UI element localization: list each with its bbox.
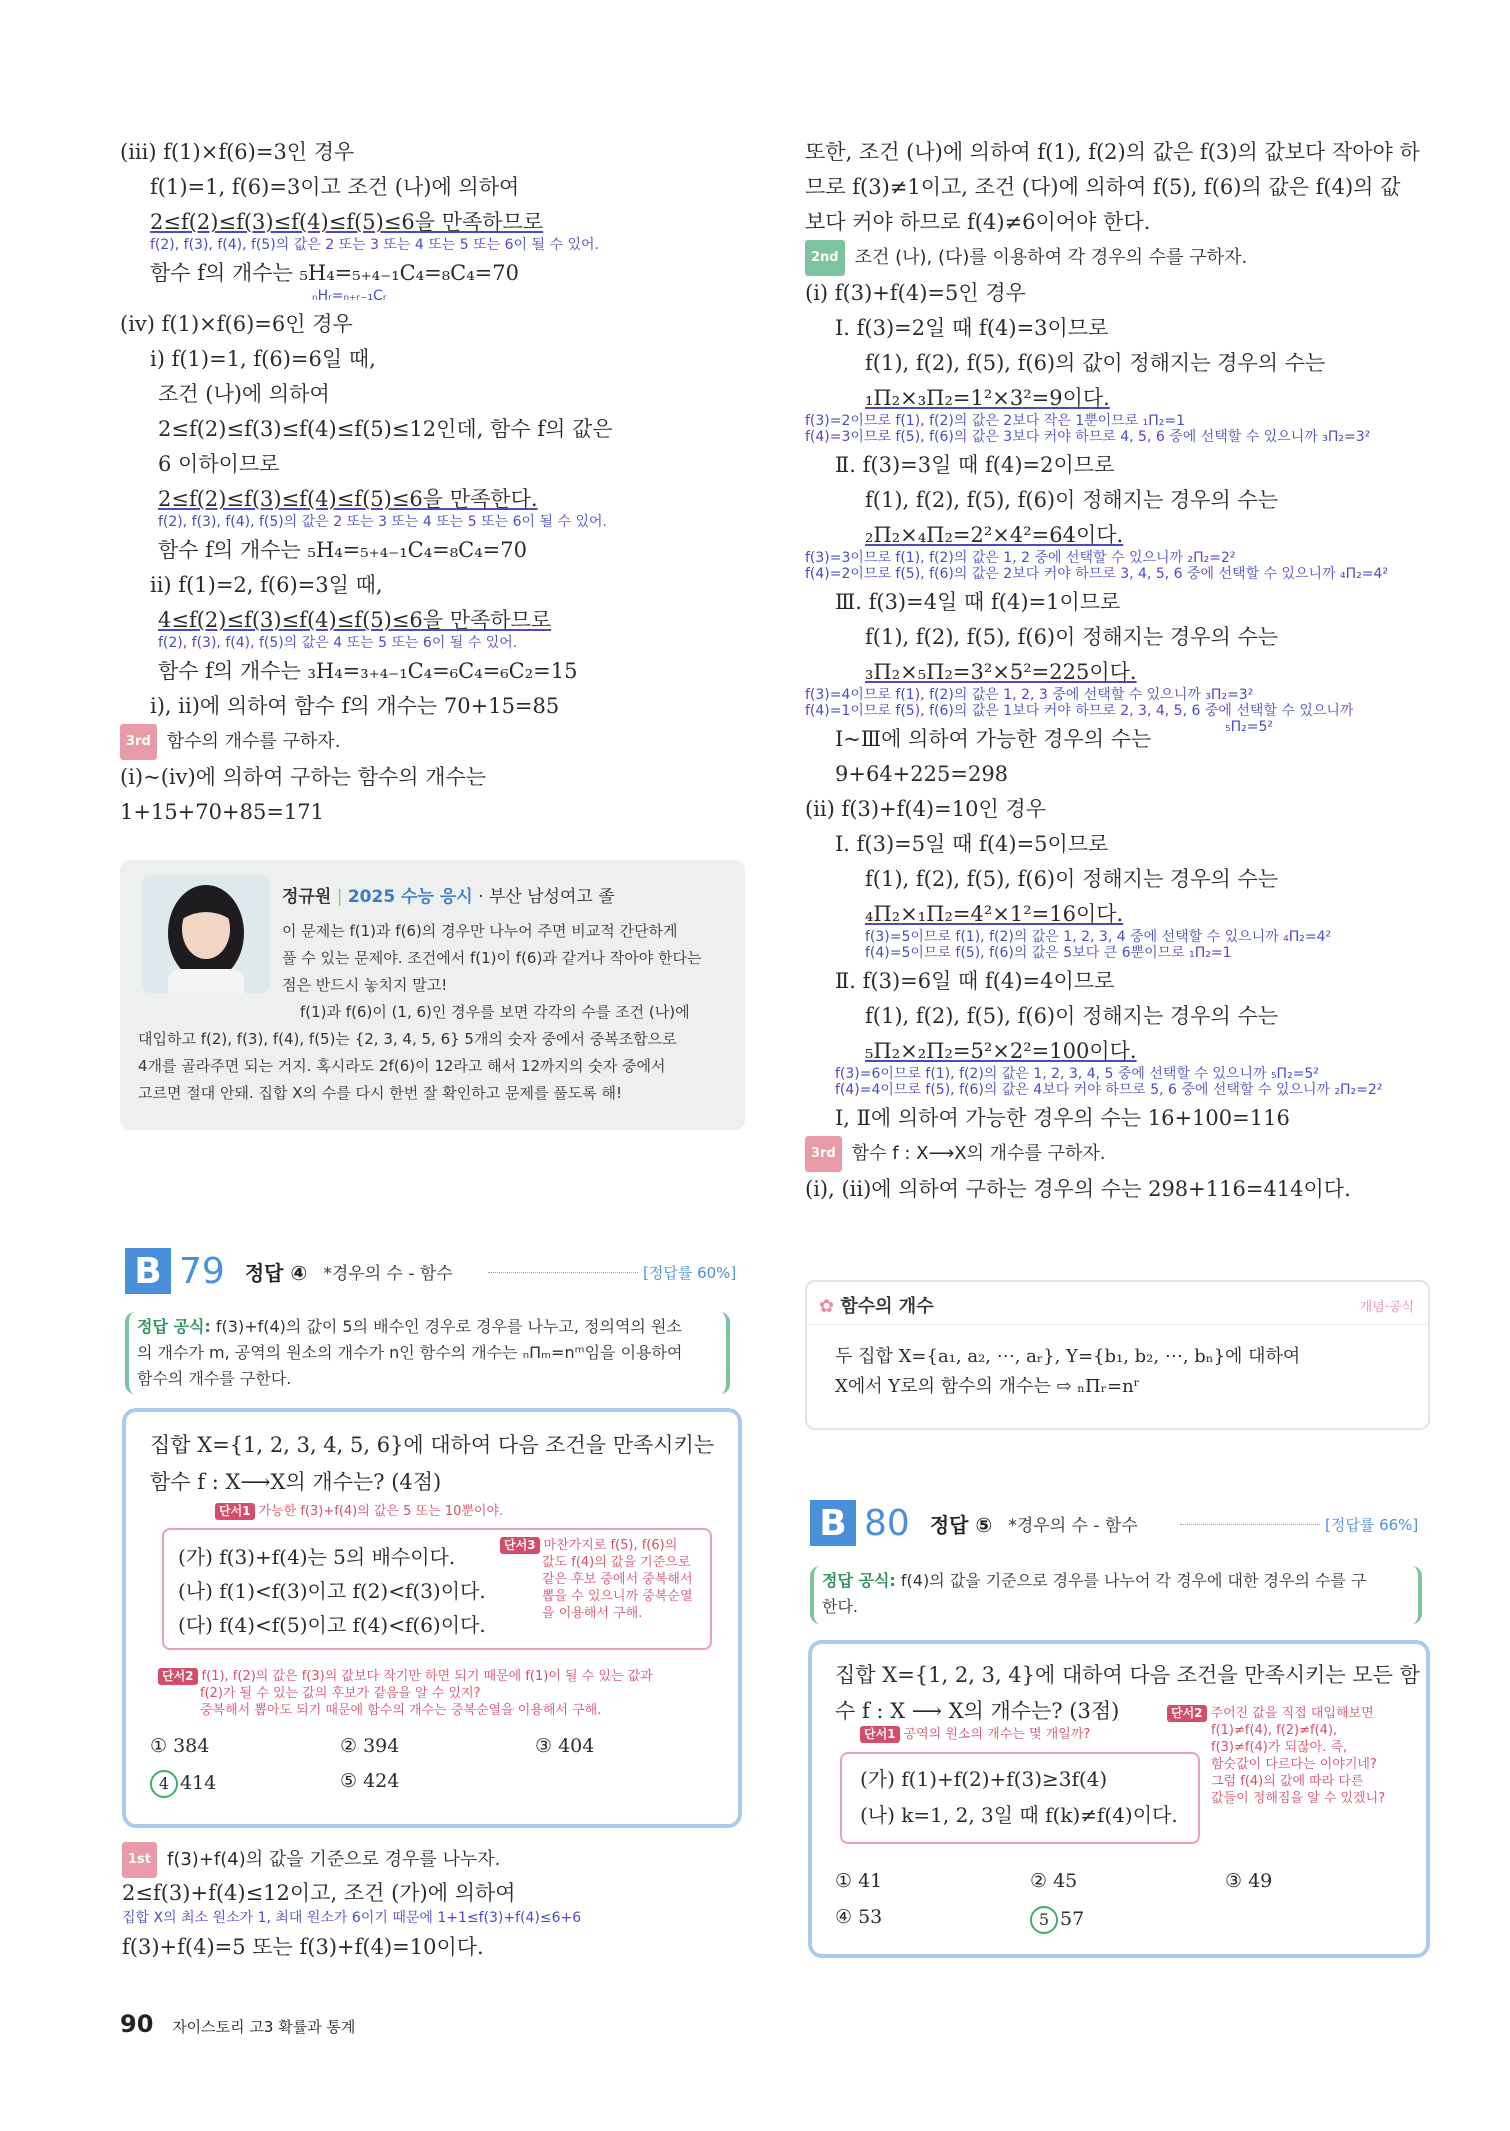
- p80-formula-box: [810, 1566, 1422, 1624]
- p80-header: [810, 1500, 1138, 1546]
- case4-line-f: 함수 f의 개수는 ₅H₄=₅₊₄₋₁C₄=₈C₄=70: [158, 538, 527, 562]
- ci-2a: Ⅱ. f(3)=3일 때 f(4)=2이므로: [835, 453, 1115, 477]
- p79-hint3-label: 단서3: [500, 1537, 540, 1554]
- p80-hint1-text: 공역의 원소의 개수는 몇 개일까?: [903, 1727, 1091, 1742]
- p79-formula-line2: 의 개수가 m, 공역의 원소의 개수가 n인 함수의 개수는 ₙΠₘ=nᵐ임을 이용하여: [137, 1343, 683, 1362]
- p79-step1-text: f(3)+f(4)의 값을 기준으로 경우를 나누자.: [167, 1849, 501, 1870]
- p80-topic: *경우의 수 - 함수: [1008, 1515, 1138, 1536]
- p79-hint2: [158, 1668, 653, 1719]
- p79-choice-4-value: 414: [180, 1772, 217, 1794]
- case4-line-e: 2≤f(2)≤f(3)≤f(4)≤f(5)≤6을 만족한다.: [158, 487, 538, 511]
- concept-body: [835, 1342, 1300, 1402]
- p79-question-line1: 집합 X={1, 2, 3, 4, 5, 6}에 대하여 다음 조건을 만족시키는: [150, 1433, 715, 1457]
- ci-3c: ₃Π₂×₅Π₂=3²×5²=225이다.: [865, 660, 1137, 684]
- r-line3: 보다 커야 하므로 f(4)≠6이어야 한다.: [805, 210, 1151, 234]
- p80-number: 80: [864, 1502, 910, 1544]
- p79-hint3-line3: 같은 후보 중에서 중복해서: [542, 1572, 693, 1587]
- p80-choice-1[interactable]: ① 41: [835, 1870, 883, 1892]
- ci-1n1: f(3)=2이므로 f(1), f(2)의 값은 2보다 작은 1뿐이므로 ₁Π₂=1: [805, 413, 1186, 429]
- p80-hint2-label: 단서2: [1167, 1705, 1207, 1722]
- p79-hint1: [215, 1503, 503, 1520]
- p79-formula-line3: 함수의 개수를 구한다.: [137, 1369, 292, 1388]
- p79-formula-label: 정답 공식:: [137, 1317, 211, 1336]
- review-line-6: 4개를 골라주면 되는 거지. 혹시라도 2f(6)이 12라고 해서 12까지의 숫자 중에서: [138, 1057, 666, 1075]
- case4-line-h: 4≤f(2)≤f(3)≤f(4)≤f(5)≤6을 만족하므로: [158, 608, 552, 632]
- p79-condition-da: (다) f(4)<f(5)이고 f(4)<f(6)이다.: [178, 1613, 486, 1637]
- p79-step1-badge: 1st: [122, 1842, 157, 1878]
- p79-hint3-line2: 값도 f(4)의 값을 기준으로: [542, 1555, 691, 1570]
- r-step3-heading: [805, 1136, 1430, 1172]
- cii-2c: ₅Π₂×₂Π₂=5²×2²=100이다.: [865, 1039, 1137, 1063]
- p79-hint2-line3: 중복해서 뽑아도 되기 때문에 함수의 개수는 중복순열을 이용해서 구해.: [200, 1703, 602, 1718]
- p80-letter: B: [810, 1500, 856, 1546]
- r-final: (i), (ii)에 의하여 구하는 경우의 수는 298+116=414이다.: [805, 1177, 1351, 1201]
- p79-choice-5[interactable]: ⑤ 424: [340, 1770, 400, 1792]
- p79-choice-1[interactable]: ① 384: [150, 1735, 210, 1757]
- p80-choice-2[interactable]: ② 45: [1030, 1870, 1078, 1892]
- p79-hint3-line1: 마찬가지로 f(5), f(6)의: [543, 1538, 678, 1553]
- cii-2a: Ⅱ. f(3)=6일 때 f(4)=4이므로: [835, 969, 1115, 993]
- ci-sum-b: 9+64+225=298: [835, 762, 1009, 786]
- p79-hint1-label: 단서1: [215, 1503, 255, 1520]
- concept-box: [805, 1280, 1430, 1430]
- cii-1n2: f(4)=5이므로 f(5), f(6)의 값은 5보다 큰 6뿐이므로 ₁Π₂=1: [865, 945, 1232, 961]
- p80-answer: 정답 ⑤: [929, 1512, 993, 1537]
- left-column: [120, 135, 740, 830]
- ci-1c: ₁Π₂×₃Π₂=1²×3²=9이다.: [865, 386, 1110, 410]
- ci-2n2: f(4)=2이므로 f(5), f(6)의 값은 2보다 커야 하므로 3, 4, 5, 6 중에 선택할 수 있으니까 ₄Π₂=4²: [805, 566, 1389, 582]
- case4-title: (iv) f(1)×f(6)=6인 경우: [120, 312, 353, 336]
- p79-hint2-line1: f(1), f(2)의 값은 f(3)의 값보다 작기만 하면 되기 때문에 f(1)이 될 수 있는 값과: [201, 1669, 653, 1684]
- conclusion-line1: (i)~(iv)에 의하여 구하는 함수의 개수는: [120, 765, 487, 789]
- p80-choice-5[interactable]: [1030, 1906, 1084, 1934]
- p80-hint2-line5: 그럼 f(4)의 값에 따라 다른: [1211, 1774, 1364, 1789]
- p79-formula-line1: f(3)+f(4)의 값이 5의 배수인 경우로 경우를 나누고, 정의역의 원소: [215, 1317, 682, 1336]
- flower-icon: ✿: [819, 1296, 835, 1317]
- ci-3b: f(1), f(2), f(5), f(6)이 정해지는 경우의 수는: [865, 625, 1279, 649]
- ci-1b: f(1), f(2), f(5), f(6)의 값이 정해지는 경우의 수는: [865, 351, 1326, 375]
- r-step3-badge: 3rd: [805, 1136, 842, 1172]
- step3-heading: [120, 724, 740, 760]
- case3-line3: 함수 f의 개수는 ₅H₄=₅₊₄₋₁C₄=₈C₄=70: [150, 261, 519, 285]
- concept-tag: 개념·공식: [1359, 1300, 1414, 1315]
- r-step2-text: 조건 (나), (다)를 이용하여 각 경우의 수를 구하자.: [854, 247, 1248, 268]
- case4-note2: f(2), f(3), f(4), f(5)의 값은 4 또는 5 또는 6이 될 수 있어.: [158, 635, 518, 651]
- student-review-box: [120, 860, 745, 1130]
- p79-step1: [122, 1842, 500, 1878]
- p79-hint1-text: 가능한 f(3)+f(4)의 값은 5 또는 10뿐이야.: [258, 1504, 504, 1519]
- avatar: [142, 875, 270, 993]
- conclusion-line2: 1+15+70+85=171: [120, 800, 324, 824]
- concept-line2: X에서 Y로의 함수의 개수는 ⇨ ₙΠᵣ=nʳ: [835, 1376, 1140, 1397]
- p80-hint2-line4: 함숫값이 다르다는 이야기네?: [1211, 1757, 1377, 1772]
- r-line2: 므로 f(3)≠1이고, 조건 (다)에 의하여 f(5), f(6)의 값은 f(4)의 값: [805, 175, 1401, 199]
- case3-note: f(2), f(3), f(4), f(5)의 값은 2 또는 3 또는 4 또는 5 또는 6이 될 수 있어.: [150, 237, 599, 253]
- p80-formula-label: 정답 공식:: [822, 1571, 896, 1590]
- r-line1: 또한, 조건 (나)에 의하여 f(1), f(2)의 값은 f(3)의 값보다 작아야 하: [805, 140, 1420, 164]
- p80-divider: [1180, 1524, 1320, 1525]
- p79-question-line2: 함수 f : X⟶X의 개수는? (4점): [150, 1470, 442, 1494]
- p79-hint2-line2: f(2)가 될 수 있는 값의 후보가 같음을 알 수 있지?: [200, 1686, 481, 1701]
- p80-hint2-line6: 값들이 정해짐을 알 수 있겠니?: [1211, 1791, 1386, 1806]
- ci-3a: Ⅲ. f(3)=4일 때 f(4)=1이므로: [835, 590, 1121, 614]
- concept-title-row: [819, 1292, 934, 1318]
- p79-hint2-label: 단서2: [158, 1668, 198, 1685]
- review-line-3: 점은 반드시 놓치지 말고!: [282, 976, 448, 994]
- p80-choice-3[interactable]: ③ 49: [1225, 1870, 1273, 1892]
- p79-choice-4[interactable]: [150, 1770, 216, 1798]
- p80-hint1-label: 단서1: [860, 1726, 900, 1743]
- p79-hint3-line4: 뽑을 수 있으니까 중복순열: [542, 1589, 693, 1604]
- cii-1n1: f(3)=5이므로 f(1), f(2)의 값은 1, 2, 3, 4 중에 선택할 수 있으니까 ₄Π₂=4²: [865, 929, 1332, 945]
- r-step2-heading: [805, 240, 1430, 276]
- book-title: 자이스토리 고3 확률과 통계: [172, 2018, 356, 2036]
- cii-sum: Ⅰ, Ⅱ에 의하여 가능한 경우의 수는 16+100=116: [835, 1106, 1290, 1130]
- case3-title: (iii) f(1)×f(6)=3인 경우: [120, 140, 355, 164]
- r-step3-text: 함수 f : X⟶X의 개수를 구하자.: [851, 1143, 1106, 1164]
- cii-1b: f(1), f(2), f(5), f(6)이 정해지는 경우의 수는: [865, 867, 1279, 891]
- p79-hint3: [500, 1537, 693, 1622]
- p79-rate: [정답률 60%]: [643, 1264, 737, 1282]
- reviewer-tag: 2025 수능 응시: [347, 887, 473, 907]
- case3-note2: ₙHᵣ=ₙ₊ᵣ₋₁Cᵣ: [312, 288, 387, 304]
- p80-hint2-line1: 주어진 값을 직접 대입해보면: [1210, 1706, 1374, 1721]
- ci-sum-note: ₅Π₂=5²: [1225, 719, 1274, 735]
- concept-line1: 두 집합 X={a₁, a₂, ⋯, aᵣ}, Y={b₁, b₂, ⋯, bₙ}에 대하여: [835, 1346, 1301, 1367]
- page-footer: [120, 2010, 355, 2038]
- p79-topic: *경우의 수 - 함수: [323, 1263, 453, 1284]
- p79-number: 79: [179, 1250, 225, 1292]
- case4-line-g: ii) f(1)=2, f(6)=3일 때,: [150, 573, 383, 597]
- ci-2c: ₂Π₂×₄Π₂=2²×4²=64이다.: [865, 523, 1124, 547]
- case4-line-j: i), ii)에 의하여 함수 f의 개수는 70+15=85: [150, 694, 560, 718]
- p79-hint3-line5: 을 이용해서 구해.: [542, 1606, 643, 1621]
- p80-choice-4[interactable]: ④ 53: [835, 1906, 883, 1928]
- ci-3n1: f(3)=4이므로 f(1), f(2)의 값은 1, 2, 3 중에 선택할 수 있으니까 ₃Π₂=3²: [805, 687, 1254, 703]
- p79-choice-3[interactable]: ③ 404: [535, 1735, 595, 1757]
- case4-note1: f(2), f(3), f(4), f(5)의 값은 2 또는 3 또는 4 또는 5 또는 6이 될 수 있어.: [158, 514, 607, 530]
- case4-line-i: 함수 f의 개수는 ₃H₄=₃₊₄₋₁C₄=₆C₄=₆C₂=15: [158, 659, 578, 683]
- cii-2n2: f(4)=4이므로 f(5), f(6)의 값은 4보다 커야 하므로 5, 6 중에 선택할 수 있으니까 ₂Π₂=2²: [835, 1082, 1383, 1098]
- p80-rate: [정답률 66%]: [1325, 1516, 1419, 1534]
- right-column: [805, 135, 1430, 1207]
- p80-question-line1: 집합 X={1, 2, 3, 4}에 대하여 다음 조건을 만족시키는 모든 함: [835, 1663, 1420, 1687]
- cii-1c: ₄Π₂×₁Π₂=4²×1²=16이다.: [865, 902, 1124, 926]
- review-line-5: 대입하고 f(2), f(3), f(4), f(5)는 {2, 3, 4, 5, 6} 5개의 숫자 중에서 중복조합으로: [138, 1030, 677, 1048]
- p80-hint2-line2: f(1)≠f(4), f(2)≠f(4),: [1211, 1723, 1338, 1738]
- case4-line-d: 6 이하이므로: [158, 452, 280, 476]
- r-step2-badge: 2nd: [805, 240, 845, 276]
- review-line-7: 고르면 절대 안돼. 집합 X의 수를 다시 한번 잘 확인하고 문제를 풀도록 해!: [138, 1084, 622, 1102]
- review-line-2: 풀 수 있는 문제야. 조건에서 f(1)이 f(6)과 같거나 작아야 한다는: [282, 949, 702, 967]
- cii-title: (ii) f(3)+f(4)=10인 경우: [805, 797, 1046, 821]
- case4-line-a: i) f(1)=1, f(6)=6일 때,: [150, 347, 376, 371]
- review-line-4: f(1)과 f(6)이 (1, 6)인 경우를 보면 각각의 수를 조건 (나)에: [300, 1003, 690, 1021]
- ci-2n1: f(3)=3이므로 f(1), f(2)의 값은 1, 2 중에 선택할 수 있으니까 ₂Π₂=2²: [805, 550, 1236, 566]
- ci-1a: Ⅰ. f(3)=2일 때 f(4)=3이므로: [835, 316, 1109, 340]
- p80-condition-na: (나) k=1, 2, 3일 때 f(k)≠f(4)이다.: [860, 1803, 1178, 1827]
- case3-line1: f(1)=1, f(6)=3이고 조건 (나)에 의하여: [150, 175, 520, 199]
- ci-2b: f(1), f(2), f(5), f(6)이 정해지는 경우의 수는: [865, 488, 1279, 512]
- p79-formula-box: [125, 1312, 730, 1394]
- step3-text: 함수의 개수를 구하자.: [166, 731, 341, 752]
- ci-1n2: f(4)=3이므로 f(5), f(6)의 값은 3보다 커야 하므로 4, 5, 6 중에 선택할 수 있으니까 ₃Π₂=3²: [805, 429, 1371, 445]
- case3-line2: 2≤f(2)≤f(3)≤f(4)≤f(5)≤6을 만족하므로: [150, 210, 544, 234]
- concept-title: 함수의 개수: [840, 1296, 934, 1317]
- cii-2n1: f(3)=6이므로 f(1), f(2)의 값은 1, 2, 3, 4, 5 중에 선택할 수 있으니까 ₅Π₂=5²: [835, 1066, 1319, 1082]
- ci-sum-a-text: Ⅰ~Ⅲ에 의하여 가능한 경우의 수는: [835, 727, 1152, 751]
- p80-formula-line1: f(4)의 값을 기준으로 경우를 나누어 각 경우에 대한 경우의 수를 구: [900, 1571, 1367, 1590]
- p79-s1-line2: f(3)+f(4)=5 또는 f(3)+f(4)=10이다.: [122, 1935, 484, 1959]
- case4-line-b: 조건 (나)에 의하여: [158, 382, 330, 406]
- reviewer-info: 정규원 | 2025 수능 응시 · 부산 남성여고 졸: [282, 887, 615, 907]
- p80-formula-line2: 한다.: [822, 1597, 858, 1616]
- p80-condition-ga: (가) f(1)+f(2)+f(3)≥3f(4): [860, 1767, 1108, 1791]
- reviewer-name: 정규원: [282, 887, 332, 907]
- p80-hint2-line3: f(3)≠f(4)가 되잖아. 즉,: [1211, 1740, 1348, 1755]
- p79-letter: B: [125, 1248, 171, 1294]
- p79-condition-ga: (가) f(3)+f(4)는 5의 배수이다.: [178, 1545, 456, 1569]
- p79-s1-note: 집합 X의 최소 원소가 1, 최대 원소가 6이기 때문에 1+1≤f(3)+f(4)≤6+6: [122, 1910, 582, 1926]
- p80-choice-5-value: 57: [1060, 1908, 1085, 1930]
- p79-choice-2[interactable]: ② 394: [340, 1735, 400, 1757]
- ci-3n2: f(4)=1이므로 f(5), f(6)의 값은 1보다 커야 하므로 2, 3, 4, 5, 6 중에 선택할 수 있으니까: [805, 703, 1354, 719]
- reviewer-school: · 부산 남성여고 졸: [478, 887, 615, 907]
- p80-question-line2: 수 f : X ⟶ X의 개수는? (3점): [835, 1699, 1120, 1723]
- page-number: 90: [120, 2010, 154, 2038]
- review-line-1: 이 문제는 f(1)과 f(6)의 경우만 나누어 주면 비교적 간단하게: [282, 922, 678, 940]
- ci-title: (i) f(3)+f(4)=5인 경우: [805, 281, 1026, 305]
- cii-2b: f(1), f(2), f(5), f(6)이 정해지는 경우의 수는: [865, 1004, 1279, 1028]
- ci-sum-a: [805, 719, 1430, 757]
- p79-header: [125, 1248, 453, 1294]
- step3-badge: 3rd: [120, 724, 157, 760]
- p80-answer-circle: 5: [1030, 1906, 1058, 1934]
- case4-line-c: 2≤f(2)≤f(3)≤f(4)≤f(5)≤12인데, 함수 f의 값은: [158, 417, 613, 441]
- cii-1a: Ⅰ. f(3)=5일 때 f(4)=5이므로: [835, 832, 1109, 856]
- p79-answer-circle: 4: [150, 1770, 178, 1798]
- p79-answer: 정답 ④: [244, 1260, 308, 1285]
- p79-divider: [488, 1272, 638, 1273]
- p79-condition-na: (나) f(1)<f(3)이고 f(2)<f(3)이다.: [178, 1579, 486, 1603]
- p80-hint1: [860, 1726, 1090, 1743]
- p79-s1-line1: 2≤f(3)+f(4)≤12이고, 조건 (가)에 의하여: [122, 1881, 516, 1905]
